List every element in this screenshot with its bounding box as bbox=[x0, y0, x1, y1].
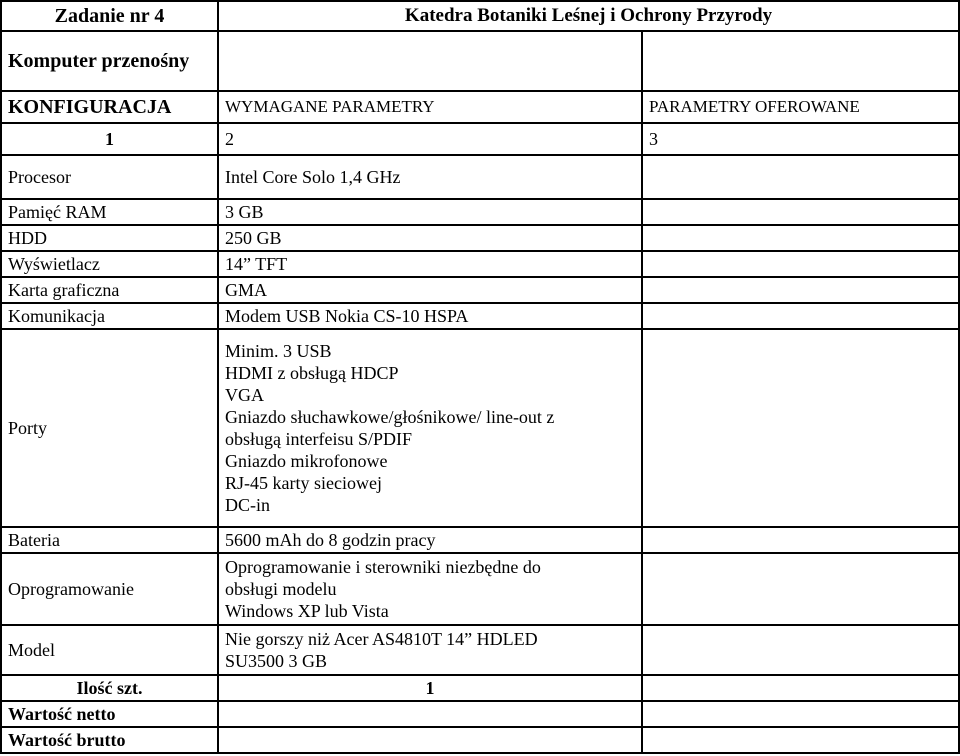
offered-cell bbox=[642, 675, 959, 701]
row-label-battery: Bateria bbox=[1, 527, 218, 553]
column-number-1: 1 bbox=[1, 123, 218, 155]
offered-cell bbox=[642, 527, 959, 553]
row-label-ram: Pamięć RAM bbox=[1, 199, 218, 225]
row-label-software: Oprogramowanie bbox=[1, 553, 218, 625]
empty-cell bbox=[642, 31, 959, 91]
param-line: Minim. 3 USB bbox=[225, 341, 332, 361]
column-header-required: WYMAGANE PARAMETRY bbox=[218, 91, 642, 123]
offered-cell bbox=[642, 727, 959, 753]
row-value-battery bbox=[218, 527, 642, 553]
row-label-communication: Komunikacja bbox=[1, 303, 218, 329]
row-label-hdd: HDD bbox=[1, 225, 218, 251]
param-line: 14” TFT bbox=[225, 254, 288, 274]
offered-cell bbox=[642, 303, 959, 329]
param-line: VGA bbox=[225, 385, 264, 405]
column-number-3: 3 bbox=[642, 123, 959, 155]
net-value-label: Wartość netto bbox=[1, 701, 218, 727]
row-value-software bbox=[218, 553, 642, 625]
department-name: Katedra Botaniki Leśnej i Ochrony Przyrody bbox=[218, 1, 959, 31]
param-line: DC-in bbox=[225, 495, 270, 515]
param-line: GMA bbox=[225, 280, 268, 300]
param-line: HDMI z obsługą HDCP bbox=[225, 363, 399, 383]
param-line: Gniazdo słuchawkowe/głośnikowe/ line-out z bbox=[225, 407, 555, 427]
param-line: Gniazdo mikrofonowe bbox=[225, 451, 388, 471]
row-value-graphics bbox=[218, 277, 642, 303]
net-value-cell bbox=[218, 701, 642, 727]
row-value-ports bbox=[218, 329, 642, 527]
row-label-graphics: Karta graficzna bbox=[1, 277, 218, 303]
column-header-config: KONFIGURACJA bbox=[1, 91, 218, 123]
column-header-offered: PARAMETRY OFEROWANE bbox=[642, 91, 959, 123]
param-line: Oprogramowanie i sterowniki niezbędne do bbox=[225, 557, 541, 577]
row-value-model bbox=[218, 625, 642, 675]
offered-cell bbox=[642, 701, 959, 727]
param-line: RJ-45 karty sieciowej bbox=[225, 473, 382, 493]
offered-cell bbox=[642, 225, 959, 251]
offered-cell bbox=[642, 277, 959, 303]
row-label-display: Wyświetlacz bbox=[1, 251, 218, 277]
row-value-hdd bbox=[218, 225, 642, 251]
param-line: obsługi modelu bbox=[225, 579, 337, 599]
param-line: Windows XP lub Vista bbox=[225, 601, 389, 621]
row-value-processor bbox=[218, 155, 642, 199]
gross-value-cell bbox=[218, 727, 642, 753]
empty-cell bbox=[218, 31, 642, 91]
task-number: Zadanie nr 4 bbox=[1, 1, 218, 31]
row-value-display bbox=[218, 251, 642, 277]
row-value-ram bbox=[218, 199, 642, 225]
quantity-label: Ilość szt. bbox=[1, 675, 218, 701]
row-value-communication bbox=[218, 303, 642, 329]
param-line: Intel Core Solo 1,4 GHz bbox=[225, 167, 401, 187]
row-label-processor: Procesor bbox=[1, 155, 218, 199]
param-line: SU3500 3 GB bbox=[225, 651, 328, 671]
quantity-value: 1 bbox=[218, 675, 642, 701]
row-label-model: Model bbox=[1, 625, 218, 675]
param-line: 3 GB bbox=[225, 202, 264, 222]
param-line: 5600 mAh do 8 godzin pracy bbox=[225, 530, 436, 550]
offered-cell bbox=[642, 553, 959, 625]
offered-cell bbox=[642, 329, 959, 527]
offered-cell bbox=[642, 155, 959, 199]
offered-cell bbox=[642, 251, 959, 277]
param-line: 250 GB bbox=[225, 228, 282, 248]
device-name: Komputer przenośny bbox=[1, 31, 218, 91]
row-label-ports: Porty bbox=[1, 329, 218, 527]
offered-cell bbox=[642, 625, 959, 675]
gross-value-label: Wartość brutto bbox=[1, 727, 218, 753]
param-line: Modem USB Nokia CS-10 HSPA bbox=[225, 306, 469, 326]
column-number-2: 2 bbox=[218, 123, 642, 155]
param-line: Nie gorszy niż Acer AS4810T 14” HDLED bbox=[225, 629, 538, 649]
offered-cell bbox=[642, 199, 959, 225]
param-line: obsługą interfeisu S/PDIF bbox=[225, 429, 412, 449]
